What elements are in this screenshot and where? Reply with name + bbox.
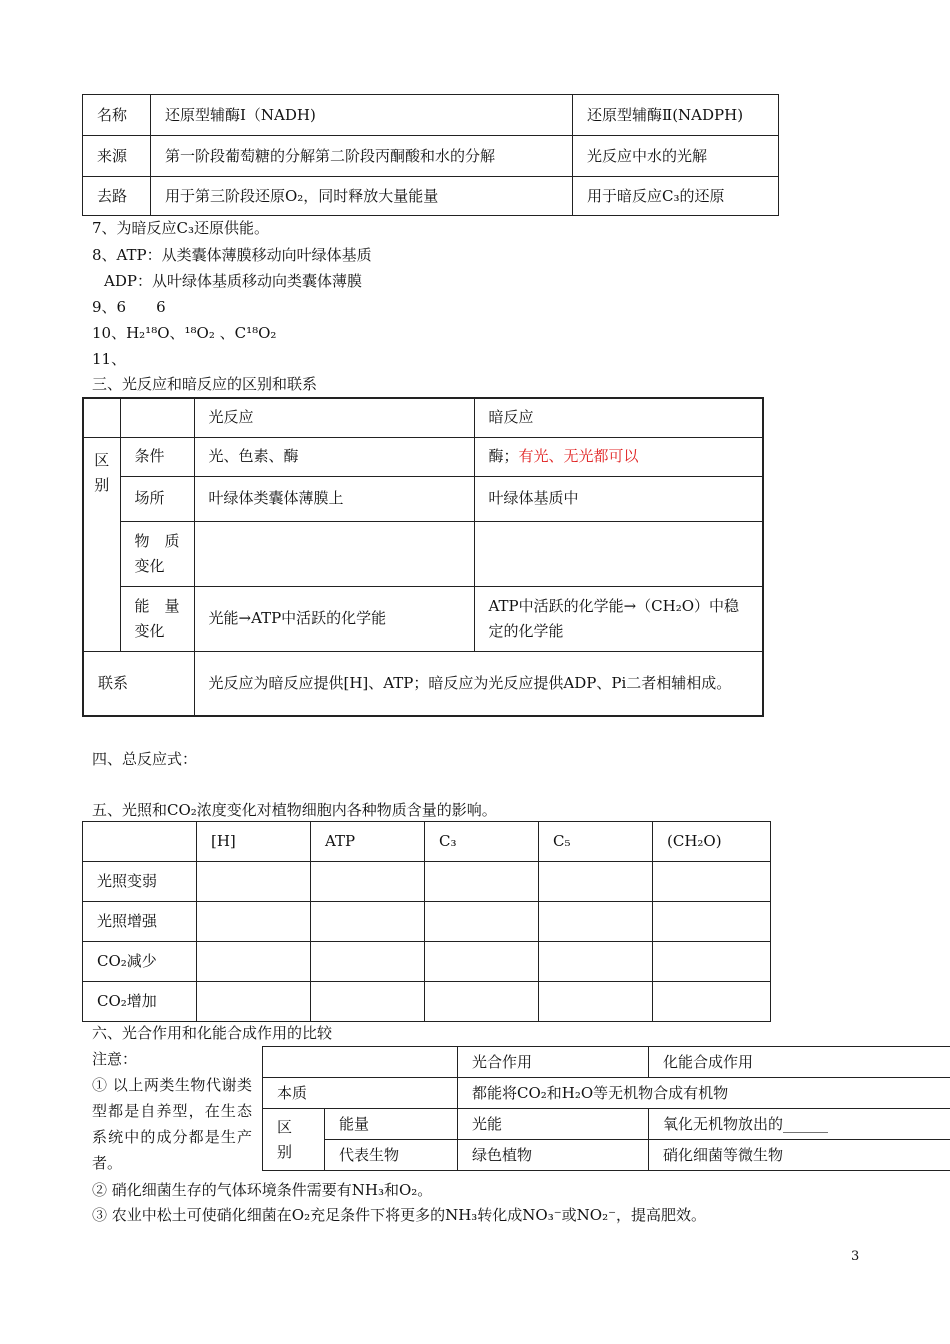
cell: 绿色植物: [458, 1140, 649, 1171]
cell: 去路: [83, 177, 151, 216]
row-label: 条件: [120, 437, 194, 476]
page-number: 3: [851, 1249, 860, 1264]
cell-empty: [653, 902, 771, 942]
cell-empty: [425, 982, 539, 1022]
cell-empty: [197, 902, 311, 942]
cell-empty: [539, 862, 653, 902]
cell-empty: [425, 902, 539, 942]
cell: 都能将CO₂和H₂O等无机物合成有机物: [458, 1078, 950, 1109]
cell-empty: [263, 1047, 458, 1078]
cell: 用于暗反应C₃的还原: [573, 177, 779, 216]
cell: [474, 437, 763, 476]
cell: 名称: [83, 95, 151, 136]
diff-label-char: 别: [277, 1142, 293, 1161]
photosynthesis-chemosynthesis-table: [262, 1046, 950, 1171]
answer-item-11: 11、: [92, 350, 127, 368]
cell: 光、色素、酶: [194, 437, 474, 476]
note-item-1: ① 以上两类生物代谢类型都是自养型，在生态系统中的成分都是生产者。: [92, 1076, 252, 1172]
section-4-title: 四、总反应式：: [92, 750, 198, 768]
diff-label-char: 区: [277, 1117, 293, 1136]
cell-empty: [425, 942, 539, 982]
cell-empty: [197, 862, 311, 902]
cell-empty: [83, 398, 120, 437]
note-title: 注意：: [92, 1050, 138, 1068]
row-label: 本质: [263, 1078, 458, 1109]
section-3-title: 三、光反应和暗反应的区别和联系: [92, 375, 318, 393]
cell-empty: [311, 942, 425, 982]
light-co2-effect-table: [82, 821, 771, 1022]
header-dark: 暗反应: [474, 398, 763, 437]
cell: [194, 521, 474, 586]
cell: 光能: [458, 1109, 649, 1140]
cell-empty: [539, 902, 653, 942]
row-label: 能 量 变化: [120, 586, 194, 651]
cell: ATP中活跃的化学能→（CH₂O）中稳定的化学能: [474, 586, 763, 651]
diff-label-char: 别: [94, 475, 110, 494]
row-label: 物 质 变化: [120, 521, 194, 586]
cell: 叶绿体基质中: [474, 476, 763, 521]
cell-empty: [653, 942, 771, 982]
diff-label: [83, 437, 120, 651]
note-block: [92, 1046, 252, 1176]
row-label: 光照增强: [83, 902, 197, 942]
cell: [474, 521, 763, 586]
row-label: 代表生物: [325, 1140, 458, 1171]
row-label: 能量: [325, 1109, 458, 1140]
cell-empty: [311, 902, 425, 942]
cell-empty: [311, 862, 425, 902]
cell: 还原型辅酶Ⅱ(NADPH): [573, 95, 779, 136]
header-chemosynthesis: 化能合成作用: [649, 1047, 950, 1078]
row-label: 光照变弱: [83, 862, 197, 902]
row-label: 场所: [120, 476, 194, 521]
highlight-text: 有光、无光都可以: [518, 447, 639, 465]
cell-empty: [197, 942, 311, 982]
diff-label-char: 区: [94, 450, 110, 469]
cell-text: 酶；: [488, 447, 519, 465]
cell-empty: [311, 982, 425, 1022]
answer-item-7: 7、为暗反应C₃还原供能。: [92, 219, 270, 237]
note-item-2: ② 硝化细菌生存的气体环境条件需要有NH₃和O₂。: [92, 1181, 433, 1199]
row-label: CO₂增加: [83, 982, 197, 1022]
row-label: CO₂减少: [83, 942, 197, 982]
cell: 第一阶段葡萄糖的分解第二阶段丙酮酸和水的分解: [151, 136, 573, 177]
cell: 叶绿体类囊体薄膜上: [194, 476, 474, 521]
row-label: 联系: [83, 651, 194, 716]
answer-item-9: 9、6 6: [92, 298, 166, 316]
header-photosynthesis: 光合作用: [458, 1047, 649, 1078]
answer-item-8-atp: 8、ATP：从类囊体薄膜移动向叶绿体基质: [92, 246, 372, 264]
cell-empty: [120, 398, 194, 437]
cell-empty: [539, 942, 653, 982]
section-5-title: 五、光照和CO₂浓度变化对植物细胞内各种物质含量的影响。: [92, 801, 497, 819]
cell: 用于第三阶段还原O₂，同时释放大量能量: [151, 177, 573, 216]
cell: 硝化细菌等微生物: [649, 1140, 950, 1171]
cell-empty: [653, 982, 771, 1022]
header-cell: ATP: [311, 822, 425, 862]
header-cell: (CH₂O): [653, 822, 771, 862]
light-dark-reaction-table: [82, 397, 764, 717]
header-light: 光反应: [194, 398, 474, 437]
diff-label: [263, 1109, 325, 1171]
cell: 还原型辅酶Ⅰ（NADH): [151, 95, 573, 136]
header-cell: [H]: [197, 822, 311, 862]
cell-empty: [653, 862, 771, 902]
cell-empty: [425, 862, 539, 902]
header-cell: C₅: [539, 822, 653, 862]
cell: 光反应中水的光解: [573, 136, 779, 177]
answer-item-8-adp: ADP：从叶绿体基质移动向类囊体薄膜: [104, 272, 362, 290]
coenzyme-table: [82, 94, 779, 216]
cell: 来源: [83, 136, 151, 177]
cell: 光能→ATP中活跃的化学能: [194, 586, 474, 651]
header-cell: [83, 822, 197, 862]
cell-empty: [197, 982, 311, 1022]
header-cell: C₃: [425, 822, 539, 862]
cell-empty: [539, 982, 653, 1022]
cell: 氧化无机物放出的______: [649, 1109, 950, 1140]
answer-item-10: 10、H₂¹⁸O、¹⁸O₂ 、C¹⁸O₂: [92, 324, 277, 342]
note-item-3: ③ 农业中松土可使硝化细菌在O₂充足条件下将更多的NH₃转化成NO₃⁻或NO₂⁻，提高肥效。: [92, 1206, 707, 1224]
section-6-title: 六、光合作用和化能合成作用的比较: [92, 1024, 333, 1042]
cell: 光反应为暗反应提供[H]、ATP；暗反应为光反应提供ADP、Pi二者相辅相成。: [194, 651, 763, 716]
